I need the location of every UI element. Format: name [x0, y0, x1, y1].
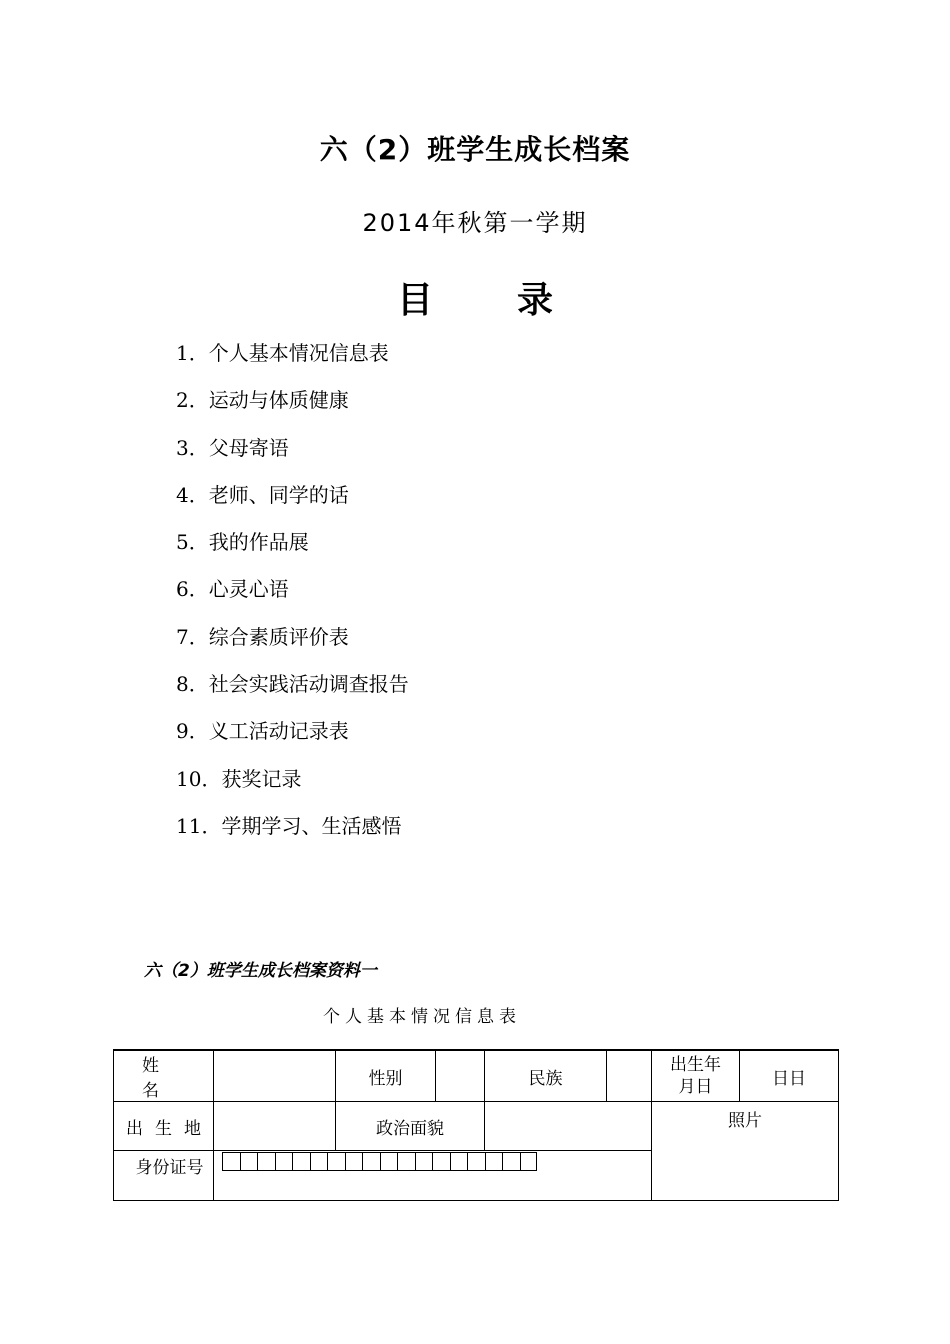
birthplace-value-cell[interactable] [214, 1102, 336, 1151]
id-number-cell[interactable] [214, 1151, 652, 1201]
table-of-contents [176, 335, 409, 855]
personal-info-table [113, 1049, 839, 1201]
toc-item: 10．获奖记录 [176, 766, 302, 791]
id-digit-box[interactable] [240, 1152, 258, 1171]
form-title: 个人基本情况信息表 [323, 1007, 521, 1027]
toc-item: 9．义工活动记录表 [176, 719, 349, 744]
id-label: 身份证号 [114, 1151, 214, 1201]
id-digit-box[interactable] [362, 1152, 380, 1171]
id-digit-box[interactable] [502, 1152, 520, 1171]
toc-item: 6．心灵心语 [176, 577, 289, 602]
id-digit-box[interactable] [467, 1152, 485, 1171]
photo-cell[interactable] [652, 1102, 839, 1201]
political-value-cell[interactable] [485, 1102, 652, 1151]
birthplace-label-cell [114, 1102, 214, 1151]
ethnicity-value-cell[interactable] [607, 1050, 652, 1102]
birth-label-cell [652, 1050, 740, 1102]
toc-item: 3．父母寄语 [176, 435, 289, 460]
id-digit-box[interactable] [327, 1152, 345, 1171]
birthplace-label: 出生地 [126, 1118, 213, 1139]
birth-label-line2: 月日 [678, 1077, 713, 1097]
id-digit-box[interactable] [310, 1152, 328, 1171]
document-subtitle: 2014年秋第一学期 [362, 209, 588, 237]
name-label-cell [114, 1050, 214, 1102]
id-digit-box[interactable] [292, 1152, 310, 1171]
id-digit-box[interactable] [415, 1152, 433, 1171]
id-digit-box[interactable] [345, 1152, 363, 1171]
gender-label: 性别 [336, 1050, 436, 1102]
section-label: 六（2）班学生成长档案资料一 [144, 961, 377, 981]
id-digit-box[interactable] [275, 1152, 293, 1171]
ethnicity-label: 民族 [485, 1050, 607, 1102]
id-digit-box[interactable] [257, 1152, 275, 1171]
id-digit-box[interactable] [450, 1152, 468, 1171]
id-number-boxes[interactable] [214, 1152, 651, 1171]
id-digit-box[interactable] [397, 1152, 415, 1171]
political-label: 政治面貌 [336, 1102, 485, 1151]
id-digit-box[interactable] [432, 1152, 450, 1171]
birth-label-line1: 出生年 [670, 1055, 721, 1075]
id-digit-box[interactable] [380, 1152, 398, 1171]
toc-item: 2．运动与体质健康 [176, 388, 349, 413]
photo-label: 照片 [728, 1111, 762, 1131]
toc-item: 4．老师、同学的话 [176, 482, 349, 507]
toc-heading [0, 272, 950, 323]
id-digit-box[interactable] [222, 1152, 240, 1171]
toc-heading-right: 录 [517, 280, 554, 321]
document-title: 六（2）班学生成长档案 [319, 133, 631, 166]
name-value-cell[interactable] [214, 1050, 336, 1102]
birth-value[interactable]: 日日 [740, 1050, 839, 1102]
id-digit-box[interactable] [485, 1152, 503, 1171]
toc-item: 11．学期学习、生活感悟 [176, 813, 402, 838]
toc-item: 7．综合素质评价表 [176, 624, 349, 649]
toc-heading-left: 目 [396, 280, 433, 321]
toc-item: 5．我的作品展 [176, 530, 309, 555]
name-label: 姓名 [142, 1056, 197, 1101]
gender-value-cell[interactable] [436, 1050, 485, 1102]
id-digit-box[interactable] [520, 1152, 538, 1171]
toc-item: 1．个人基本情况信息表 [176, 341, 389, 365]
toc-item: 8．社会实践活动调查报告 [176, 672, 409, 697]
